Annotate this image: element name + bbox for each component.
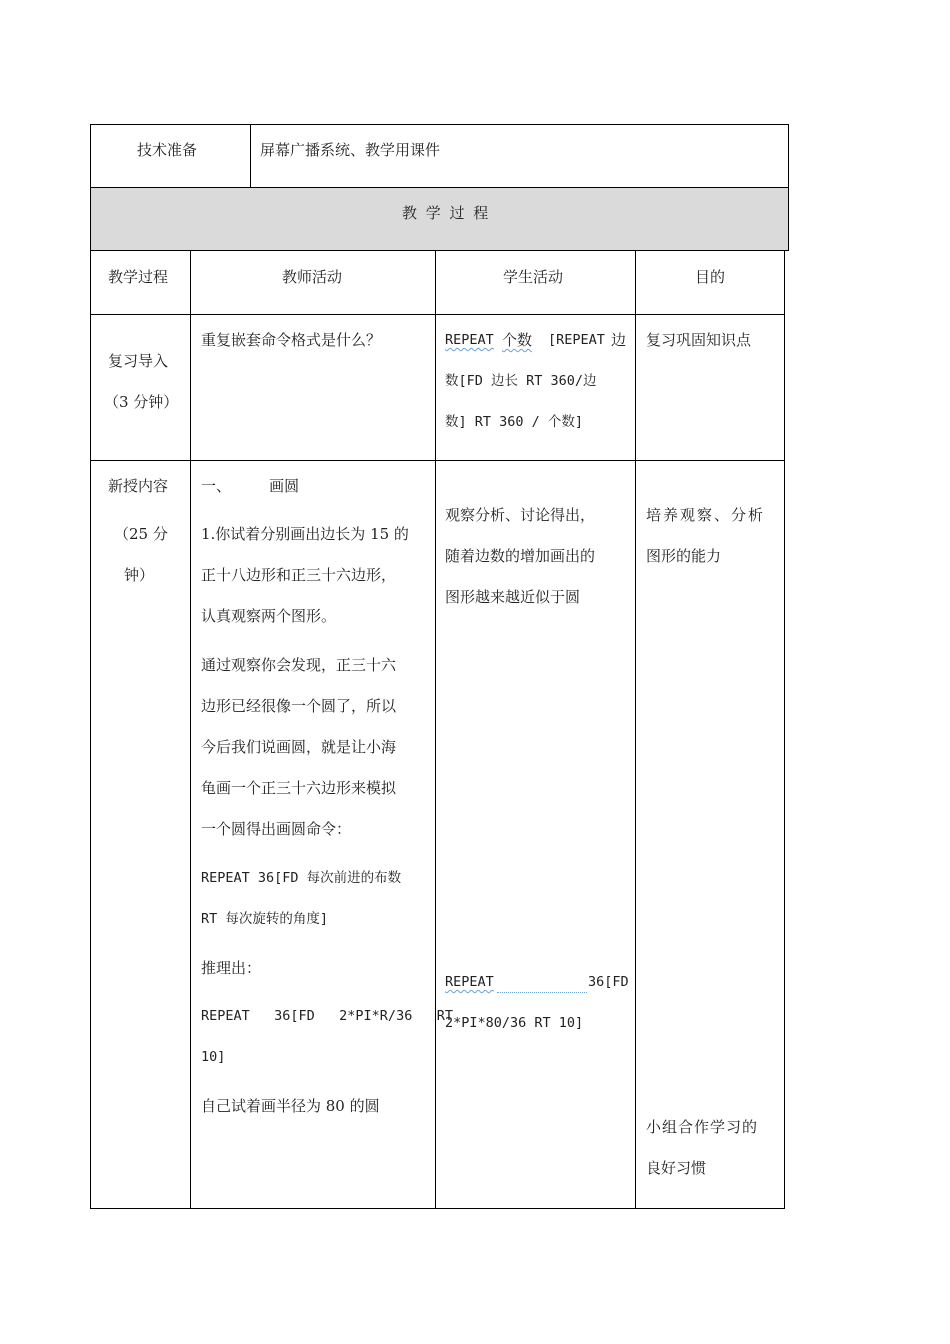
new-student-line: 图形越来越近似于圆 bbox=[445, 588, 581, 606]
new-stage-line2: （25 分 bbox=[114, 525, 168, 543]
new-student-line: 随着边数的增加画出的 bbox=[445, 547, 596, 565]
new-teacher-line: 边形已经很像一个圆了，所以 bbox=[201, 697, 397, 715]
tech-value: 屏幕广播系统、教学用课件 bbox=[260, 141, 441, 159]
new-teacher-line: 今后我们说画圆，就是让小海 bbox=[201, 738, 397, 756]
header-stage: 教学过程 bbox=[108, 268, 169, 286]
new-purpose-line: 小组合作学习的 bbox=[646, 1118, 759, 1136]
header-purpose: 目的 bbox=[695, 268, 726, 286]
review-purpose: 复习巩固知识点 bbox=[646, 331, 752, 349]
new-purpose-cell bbox=[635, 460, 785, 1209]
new-teacher-line: 龟画一个正三十六边形来模拟 bbox=[201, 779, 397, 797]
new-teacher-command: REPEAT 36[FD 每次前进的布数 bbox=[201, 870, 402, 886]
new-teacher-line: 1.你试着分别画出边长为 15 的 bbox=[201, 525, 409, 543]
review-stage-cell bbox=[90, 314, 191, 461]
new-teacher-line: 推理出： bbox=[201, 959, 262, 977]
new-student-fd: 36[FD bbox=[588, 974, 629, 990]
review-student-line3: 数] RT 360 / 个数] bbox=[445, 414, 584, 430]
new-purpose-line: 图形的能力 bbox=[646, 547, 722, 565]
new-student-cell bbox=[435, 460, 636, 1209]
new-student-line: 观察分析、讨论得出， bbox=[445, 506, 596, 524]
review-student-repeat: REPEAT bbox=[445, 332, 494, 348]
new-student-wavy-gap bbox=[497, 990, 587, 993]
new-stage-line1: 新授内容 bbox=[108, 477, 169, 495]
new-teacher-line: 认真观察两个图形。 bbox=[201, 607, 337, 625]
header-teacher: 教师活动 bbox=[282, 268, 343, 286]
tech-label: 技术准备 bbox=[137, 141, 198, 159]
new-student-repeat: REPEAT bbox=[445, 974, 494, 990]
new-teacher-line: 自己试着画半径为 80 的圆 bbox=[201, 1097, 380, 1115]
new-teacher-heading: 一、 画圆 bbox=[201, 477, 300, 495]
review-teacher-question: 重复嵌套命令格式是什么？ bbox=[201, 331, 382, 349]
new-teacher-command: REPEAT 36[FD 2*PI*R/36 RT bbox=[201, 1008, 453, 1024]
new-teacher-line: 通过观察你会发现，正三十六 bbox=[201, 656, 397, 674]
new-student-command: 2*PI*80/36 RT 10] bbox=[445, 1015, 584, 1031]
review-student-count: 个数 bbox=[502, 331, 533, 349]
review-stage-line1: 复习导入 bbox=[108, 352, 169, 370]
new-teacher-command: RT 每次旋转的角度] bbox=[201, 911, 329, 927]
process-banner-title: 教 学 过 程 bbox=[402, 204, 491, 222]
new-teacher-command: 10] bbox=[201, 1049, 226, 1065]
review-student-side: 边 bbox=[611, 331, 627, 349]
new-purpose-line: 良好习惯 bbox=[646, 1159, 707, 1177]
new-stage-line3: 钟） bbox=[124, 566, 155, 584]
review-student-line2: 数[FD 边长 RT 360/边 bbox=[445, 373, 597, 389]
new-purpose-line: 培养观察、分析 bbox=[646, 506, 766, 524]
new-teacher-line: 一个圆得出画圆命令： bbox=[201, 820, 352, 838]
review-stage-line2: （3 分钟） bbox=[104, 393, 179, 411]
header-student: 学生活动 bbox=[503, 268, 564, 286]
new-teacher-line: 正十八边形和正三十六边形， bbox=[201, 566, 397, 584]
review-student-repeat2: [REPEAT bbox=[548, 332, 605, 348]
